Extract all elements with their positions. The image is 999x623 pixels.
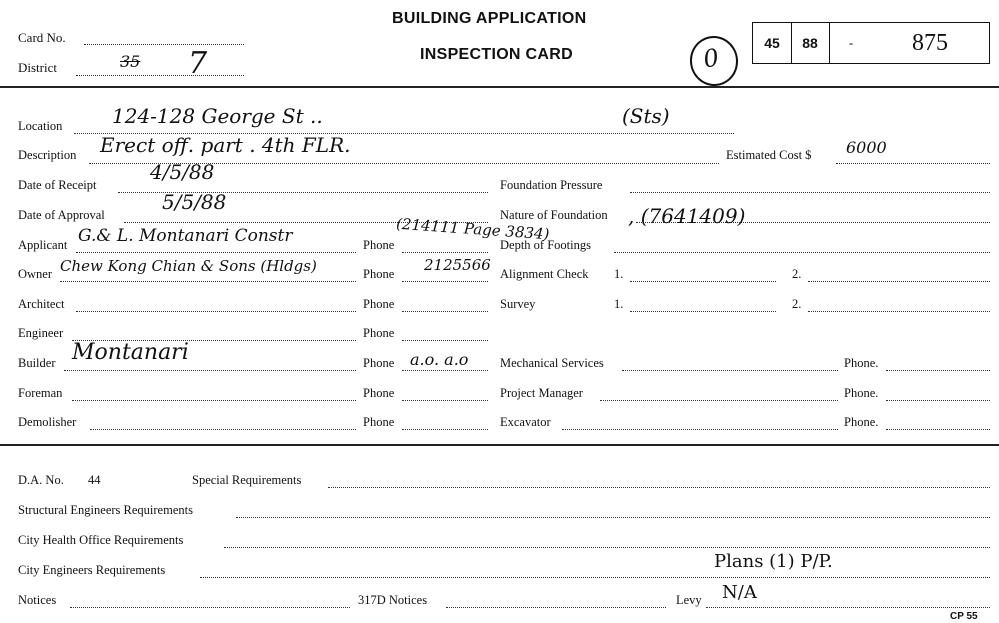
builder-phone-label: Phone [363, 356, 395, 370]
district-line[interactable] [76, 75, 244, 76]
foundation-pressure-line[interactable] [630, 192, 990, 193]
nature-of-foundation-value: , (7641409) [628, 204, 746, 228]
applicant-phone-value: (214111 Page 3834) [395, 214, 550, 244]
district-label: District [18, 60, 57, 75]
project-manager-line[interactable] [600, 400, 838, 401]
excavator-line[interactable] [562, 429, 838, 430]
da-no-value: 44 [88, 473, 101, 487]
owner-phone-line[interactable] [402, 281, 488, 282]
owner-phone-value: 2125566 [424, 256, 491, 274]
engineer-phone-line[interactable] [402, 340, 488, 341]
survey-num1: 1. [614, 297, 624, 311]
alignment-check-line1[interactable] [630, 281, 776, 282]
card-title-line1: BUILDING APPLICATION [392, 10, 587, 27]
demolisher-phone-label: Phone [363, 415, 395, 429]
alignment-check-label: Alignment Check [500, 267, 589, 281]
survey-num2: 2. [792, 297, 802, 311]
foreman-phone-label: Phone [363, 386, 395, 400]
form-code: CP 55 [950, 611, 978, 622]
notices-label: Notices [18, 593, 57, 607]
excavator-phone-label: Phone. [844, 415, 879, 429]
circled-mark [686, 32, 742, 90]
demolisher-label: Demolisher [18, 415, 77, 429]
date-of-approval-value: 5/5/88 [162, 190, 227, 214]
alignment-check-num1: 1. [614, 267, 624, 281]
alignment-check-line2[interactable] [808, 281, 990, 282]
nature-of-foundation-label: Nature of Foundation [500, 208, 608, 222]
owner-value: Chew Kong Chian & Sons (Hldgs) [60, 257, 317, 275]
excavator-phone-line[interactable] [886, 429, 990, 430]
levy-value: N/A [722, 582, 757, 603]
structural-engineers-line[interactable] [236, 517, 990, 518]
applicant-phone-label: Phone [363, 238, 395, 252]
foreman-label: Foreman [18, 386, 63, 400]
description-label: Description [18, 148, 77, 162]
foundation-pressure-label: Foundation Pressure [500, 178, 603, 192]
da-no-label: D.A. No. [18, 473, 64, 487]
notices-line[interactable] [70, 607, 350, 608]
special-requirements-label: Special Requirements [192, 473, 302, 487]
levy-label: Levy [676, 593, 702, 607]
project-manager-phone-label: Phone. [844, 386, 879, 400]
builder-value: Montanari [72, 340, 189, 365]
location-extra: (Sts) [622, 104, 670, 128]
mechanical-phone-label: Phone. [844, 356, 879, 370]
top-divider [0, 86, 999, 88]
middle-divider [0, 444, 999, 446]
notices-317d-line[interactable] [446, 607, 666, 608]
architect-label: Architect [18, 297, 65, 311]
owner-line[interactable] [60, 281, 356, 282]
demolisher-phone-line[interactable] [402, 429, 488, 430]
date-of-receipt-label: Date of Receipt [18, 178, 97, 192]
survey-line1[interactable] [630, 311, 776, 312]
structural-engineers-label: Structural Engineers Requirements [18, 503, 193, 517]
survey-line2[interactable] [808, 311, 990, 312]
notices-317d-label: 317D Notices [358, 593, 428, 607]
demolisher-line[interactable] [90, 429, 356, 430]
city-engineers-label: City Engineers Requirements [18, 563, 166, 577]
card-no-label: Card No. [18, 30, 66, 45]
circled-mark-text: 0 [701, 43, 722, 74]
estimated-cost-line[interactable] [836, 163, 990, 164]
card-number-part3: 875 [912, 29, 948, 56]
location-label: Location [18, 119, 63, 133]
applicant-line[interactable] [76, 252, 356, 253]
owner-label: Owner [18, 267, 53, 281]
foreman-phone-line[interactable] [402, 400, 488, 401]
district-struck-value: 35 [120, 52, 141, 71]
card-title-line2: INSPECTION CARD [420, 46, 573, 63]
levy-line[interactable] [706, 607, 990, 608]
description-value: Erect off. part . 4th FLR. [100, 133, 351, 157]
special-requirements-line[interactable] [328, 487, 990, 488]
applicant-label: Applicant [18, 238, 68, 252]
city-engineers-line[interactable] [200, 577, 990, 578]
architect-phone-line[interactable] [402, 311, 488, 312]
card-number-box [752, 22, 990, 64]
date-of-approval-label: Date of Approval [18, 208, 105, 222]
depth-of-footings-line[interactable] [614, 252, 990, 253]
card-number-part1: 45 [753, 23, 792, 63]
builder-phone-line[interactable] [402, 370, 488, 371]
card-number-part2: 88 [791, 23, 830, 63]
applicant-phone-line[interactable] [402, 252, 488, 253]
city-health-line[interactable] [224, 547, 990, 548]
builder-line[interactable] [64, 370, 356, 371]
location-value: 124-128 George St .. [112, 104, 323, 128]
architect-phone-label: Phone [363, 297, 395, 311]
card-number-separator: - [848, 35, 854, 50]
applicant-value: G.& L. Montanari Constr [78, 226, 293, 246]
estimated-cost-value: 6000 [846, 138, 887, 157]
foreman-line[interactable] [72, 400, 356, 401]
engineer-phone-label: Phone [363, 326, 395, 340]
survey-label: Survey [500, 297, 536, 311]
builder-phone-value: a.o. a.o [410, 350, 469, 369]
mechanical-phone-line[interactable] [886, 370, 990, 371]
estimated-cost-label: Estimated Cost $ [726, 148, 812, 162]
project-manager-label: Project Manager [500, 386, 583, 400]
date-of-receipt-value: 4/5/88 [150, 160, 215, 184]
engineer-label: Engineer [18, 326, 64, 340]
mechanical-services-label: Mechanical Services [500, 356, 604, 370]
alignment-check-num2: 2. [792, 267, 802, 281]
owner-phone-label: Phone [363, 267, 395, 281]
builder-label: Builder [18, 356, 56, 370]
district-value: 7 [188, 46, 208, 81]
mechanical-services-line[interactable] [622, 370, 838, 371]
architect-line[interactable] [76, 311, 356, 312]
city-engineers-value: Plans (1) P/P. [714, 551, 833, 572]
project-manager-phone-line[interactable] [886, 400, 990, 401]
depth-of-footings-label: Depth of Footings [500, 238, 591, 252]
excavator-label: Excavator [500, 415, 551, 429]
city-health-label: City Health Office Requirements [18, 533, 184, 547]
card-no-line[interactable] [84, 44, 244, 45]
